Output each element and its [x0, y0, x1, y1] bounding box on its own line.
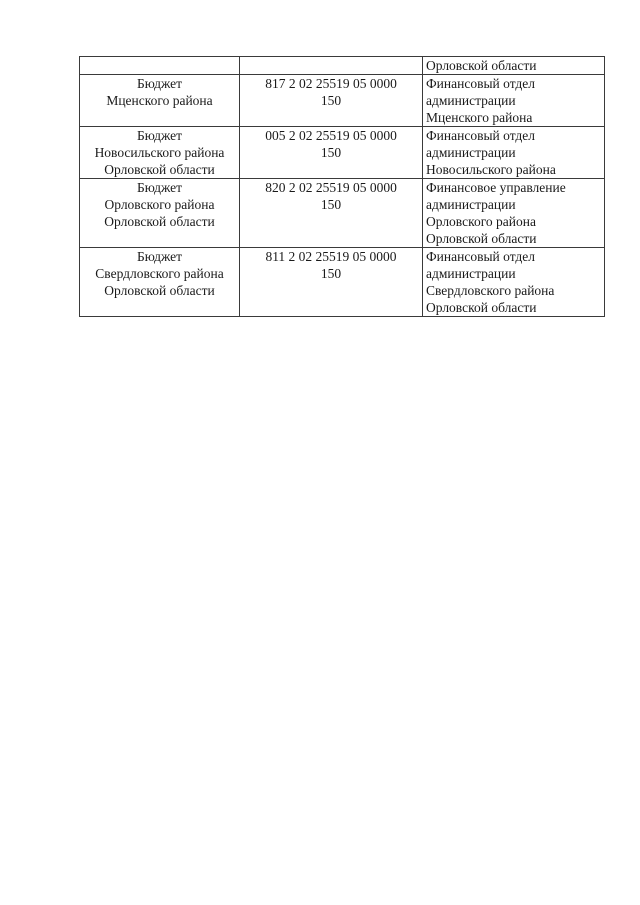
recipient-line: Орловской области — [104, 283, 215, 298]
code-line: 150 — [320, 93, 342, 108]
administrator-line: Свердловского района — [426, 283, 555, 298]
recipient-cell — [80, 179, 240, 248]
administrator-line: администрации — [426, 93, 516, 108]
administrator-line: Финансовый отдел — [426, 76, 536, 91]
recipient-line: Бюджет — [136, 180, 183, 195]
budget-transfer-table — [79, 56, 605, 317]
table-row-continuation — [80, 57, 605, 75]
recipient-cell — [80, 127, 240, 179]
code-line: 150 — [320, 266, 342, 281]
table-row — [80, 179, 605, 248]
administrator-line: Орловской области — [426, 300, 537, 315]
recipient-line: Новосильского района — [94, 145, 225, 160]
administrator-line: Финансовый отдел — [426, 128, 536, 143]
administrator-cell — [423, 57, 605, 75]
administrator-cell — [423, 75, 605, 127]
recipient-cell — [80, 57, 240, 75]
code-line: 150 — [320, 145, 342, 160]
administrator-line: Новосильского района — [426, 162, 556, 177]
administrator-cell — [423, 248, 605, 317]
administrator-line: Орловской области — [426, 58, 537, 73]
code-line: 150 — [320, 197, 342, 212]
code-cell — [240, 179, 423, 248]
recipient-line: Бюджет — [136, 128, 183, 143]
code-line: 811 2 02 25519 05 0000 — [265, 249, 397, 264]
recipient-line: Орловской области — [104, 214, 215, 229]
administrator-line: Мценского района — [426, 110, 533, 125]
administrator-line: администрации — [426, 197, 516, 212]
recipient-line: Орловского района — [104, 197, 215, 212]
recipient-line: Бюджет — [136, 249, 183, 264]
recipient-line: Мценского района — [106, 93, 213, 108]
code-cell — [240, 248, 423, 317]
code-cell — [240, 75, 423, 127]
code-cell — [240, 57, 423, 75]
recipient-cell — [80, 248, 240, 317]
recipient-line: Свердловского района — [95, 266, 224, 281]
table-row — [80, 248, 605, 317]
administrator-cell — [423, 127, 605, 179]
code-cell — [240, 127, 423, 179]
administrator-line: Финансовое управление — [426, 180, 566, 195]
code-line: 005 2 02 25519 05 0000 — [265, 128, 397, 143]
administrator-line: Орловской области — [426, 231, 537, 246]
code-line: 817 2 02 25519 05 0000 — [265, 76, 397, 91]
administrator-cell — [423, 179, 605, 248]
recipient-line: Орловской области — [104, 162, 215, 177]
administrator-line: Финансовый отдел — [426, 249, 536, 264]
table-row — [80, 75, 605, 127]
administrator-line: Орловского района — [426, 214, 536, 229]
recipient-line: Бюджет — [136, 76, 183, 91]
administrator-line: администрации — [426, 266, 516, 281]
code-line: 820 2 02 25519 05 0000 — [265, 180, 397, 195]
administrator-line: администрации — [426, 145, 516, 160]
recipient-cell — [80, 75, 240, 127]
table-row — [80, 127, 605, 179]
